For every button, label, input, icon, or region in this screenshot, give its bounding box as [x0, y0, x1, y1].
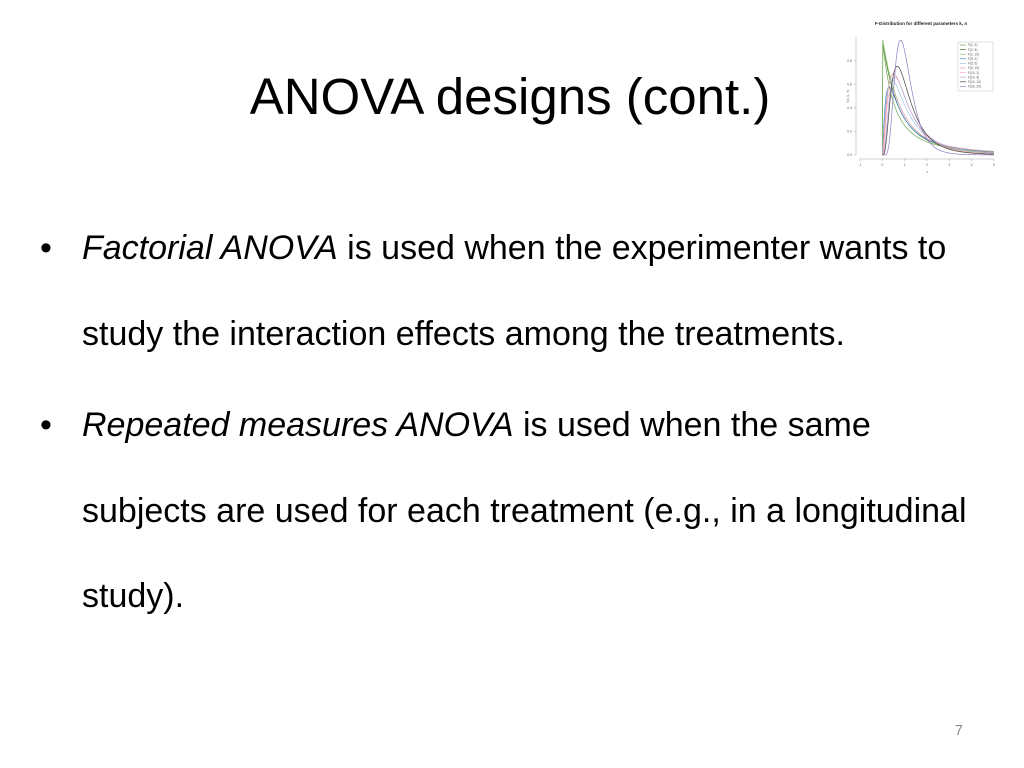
legend-label: F(5, 10): [968, 66, 980, 71]
bullet-dot: •: [40, 406, 52, 444]
slide-title: ANOVA designs (cont.): [249, 68, 771, 125]
x-tick-label: 1: [903, 163, 906, 167]
bullet-item-factorial-anova: [40, 206, 990, 377]
x-tick-label: 0: [881, 163, 884, 167]
bullet-term: Repeated measures ANOVA: [82, 406, 514, 444]
x-tick-label: -1: [858, 163, 862, 167]
legend-label: F(2, 2): [968, 43, 978, 48]
legend-label: F(10, 2): [968, 70, 980, 75]
y-tick-label: 0.2: [847, 129, 852, 134]
x-tick-label: 4: [970, 163, 973, 167]
x-tick-label: 2: [926, 163, 928, 167]
y-axis-label: f(x; k, n): [846, 89, 850, 103]
legend-label: F(2, 5): [968, 47, 978, 52]
y-tick-label: 0.0: [847, 153, 852, 158]
bullet-item-repeated-measures-anova: [40, 383, 990, 640]
f-distribution-figure: [844, 15, 998, 175]
legend-label: F(10, 5): [968, 75, 980, 80]
y-tick-label: 0.4: [847, 106, 852, 110]
legend-label: F(5, 5): [968, 61, 978, 66]
x-tick-label: 5: [993, 163, 995, 167]
legend-label: F(20, 20): [968, 84, 981, 89]
page-number: 7: [954, 722, 963, 739]
bullet-dot: •: [40, 229, 52, 267]
chart-title: F-Distribution for different parameters k, n: [874, 21, 968, 26]
legend-label: F(2, 10): [968, 52, 980, 57]
bullet-text: is used when the experimenter wants to study the interaction effects among the treatments.: [82, 229, 947, 353]
x-tick-label: 3: [948, 163, 951, 167]
bullet-term: Factorial ANOVA: [82, 229, 338, 267]
y-tick-label: 0.6: [847, 82, 852, 87]
legend-label: F(5, 2): [968, 57, 978, 61]
legend-label: F(10, 10): [968, 80, 981, 84]
y-tick-label: 0.8: [847, 58, 852, 63]
bullet-text: is used when the same subjects are used for each treatment (e.g., in a longitudinal study).: [82, 406, 967, 615]
bullet-list: [40, 206, 990, 646]
x-axis-label: x: [926, 170, 928, 174]
